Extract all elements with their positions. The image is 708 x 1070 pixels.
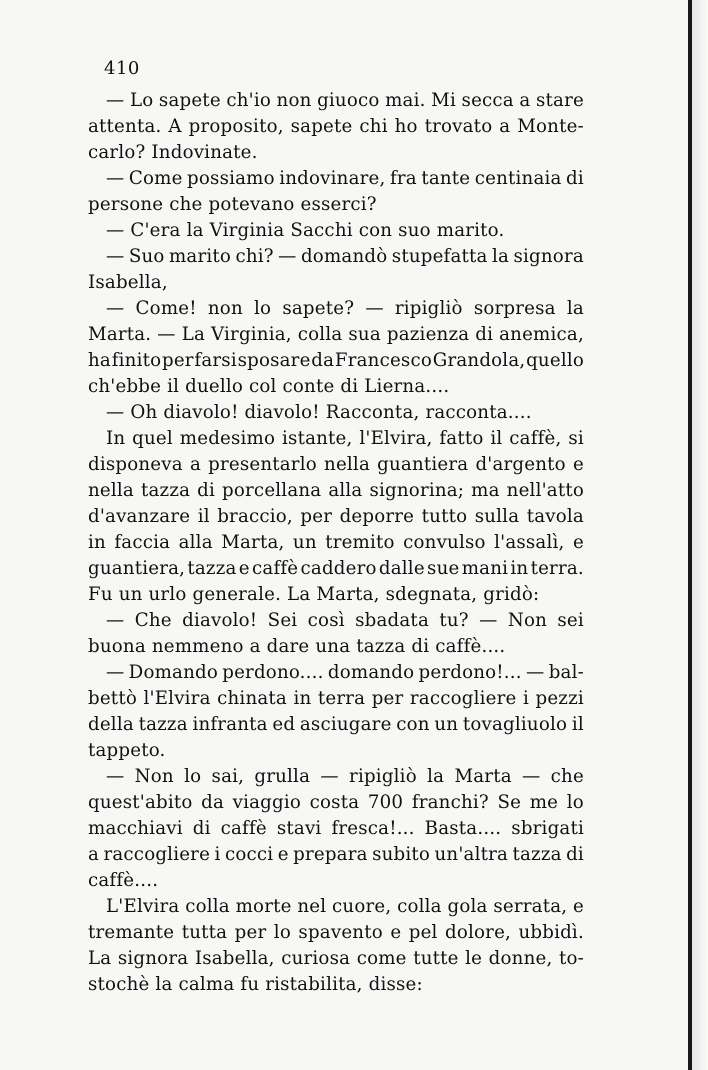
text-line: — Non lo sai, grulla — ripigliò la Marta — che — [106, 766, 584, 787]
text-line: quest'abito da viaggio costa 700 franchi? Se me lo — [88, 792, 584, 813]
text-line: ha finito per farsi sposare da Francesco Grandola, quello — [88, 350, 584, 371]
text-line: La signora Isabella, curiosa come tutte le donne, to- — [88, 948, 584, 969]
text-line: — Domando perdono.... domando perdono!... — bal- — [106, 662, 584, 683]
text-line: Marta. — La Virginia, colla sua pazienza di anemica, — [88, 324, 584, 345]
text-line: buona nemmeno a dare una tazza di caffè.... — [88, 636, 506, 657]
text-line: tremante tutta per lo spavento e pel dolore, ubbidì. — [88, 922, 584, 943]
text-line: a raccogliere i cocci e prepara subito un'altra tazza di — [88, 844, 584, 865]
text-line: In quel medesimo istante, l'Elvira, fatto il caffè, si — [106, 428, 584, 449]
text-line: disponeva a presentarlo nella guantiera d'argento e — [88, 454, 584, 475]
text-line: guantiera, tazza e caffè caddero dalle sue mani in terra. — [88, 558, 584, 579]
text-line: — Suo marito chi? — domandò stupefatta la signora — [106, 246, 584, 267]
text-line: stochè la calma fu ristabilita, disse: — [88, 974, 423, 995]
text-line: — Oh diavolo! diavolo! Racconta, racconta.... — [106, 402, 532, 423]
text-line: L'Elvira colla morte nel cuore, colla gola serrata, e — [106, 896, 584, 917]
text-line: attenta. A proposito, sapete chi ho trovato a Monte- — [88, 116, 584, 137]
text-line: macchiavi di caffè stavi fresca!... Basta.... sbrigati — [88, 818, 584, 839]
text-line: — Come! non lo sapete? — ripigliò sorpresa la — [106, 298, 584, 319]
text-line: persone che potevano esserci? — [88, 194, 377, 215]
text-line: — Lo sapete ch'io non giuoco mai. Mi secca a stare — [106, 90, 584, 111]
page-edge-shadow — [692, 0, 708, 1070]
text-line: della tazza infranta ed asciugare con un tovagliuolo il — [88, 714, 584, 735]
body-text — [88, 88, 584, 998]
text-line: tappeto. — [88, 740, 166, 761]
text-line: d'avanzare il braccio, per deporre tutto sulla tavola — [88, 506, 584, 527]
text-line: — Che diavolo! Sei così sbadata tu? — Non sei — [106, 610, 584, 631]
text-line: nella tazza di porcellana alla signorina; ma nell'atto — [88, 480, 584, 501]
page-number: 410 — [104, 58, 140, 79]
text-line: Isabella, — [88, 272, 168, 293]
text-line: — Come possiamo indovinare, fra tante centinaia di — [106, 168, 584, 189]
text-line: Fu un urlo generale. La Marta, sdegnata, gridò: — [88, 584, 540, 605]
text-line: caffè.... — [88, 870, 159, 891]
text-line: ch'ebbe il duello col conte di Lierna.... — [88, 376, 450, 397]
text-line: carlo? Indovinate. — [88, 142, 258, 163]
text-line: bettò l'Elvira chinata in terra per raccogliere i pezzi — [88, 688, 584, 709]
text-line: — C'era la Virginia Sacchi con suo marito. — [106, 220, 505, 241]
text-line: in faccia alla Marta, un tremito convulso l'assalì, e — [88, 532, 584, 553]
